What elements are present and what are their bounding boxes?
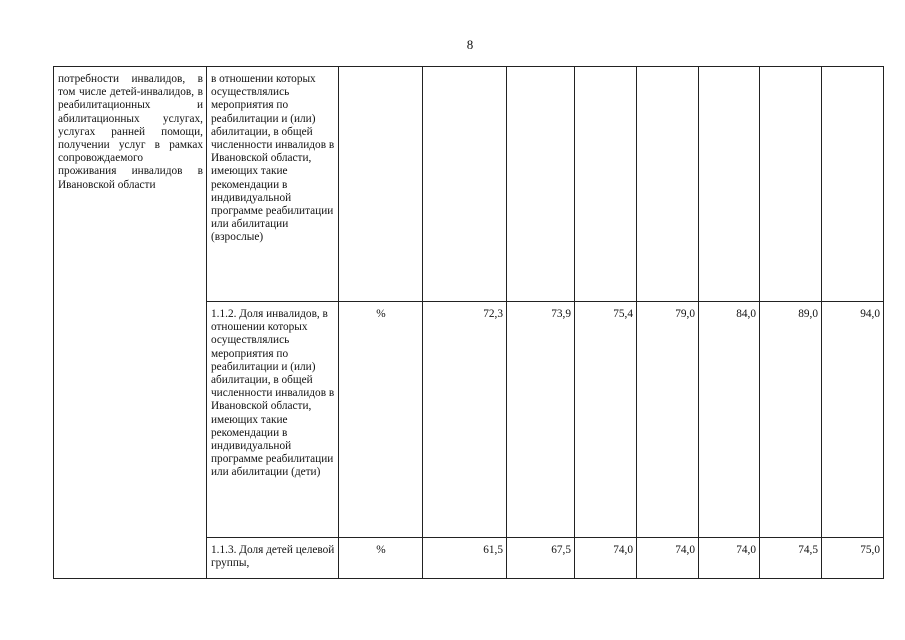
indicator-name-cell: в отношении которых осуществлялись мероприятия по реабилитации и (или) абилитации, в общей численности инвалидов в Ивановской области, имеющих такие рекомендации в индивидуальной программе реабилитации или абилитации (взрослые) [207,67,339,302]
value-cell: 75,0 [822,538,884,579]
value-cell: 74,5 [760,538,822,579]
value-cell: 94,0 [822,302,884,538]
value-cell: 75,4 [575,302,637,538]
value-cell: 73,9 [507,302,575,538]
value-cell [760,67,822,302]
indicators-table [53,66,884,579]
table-row [54,67,884,302]
value-cell: 79,0 [637,302,699,538]
value-cell [699,67,760,302]
value-cell: 67,5 [507,538,575,579]
value-cell [423,67,507,302]
value-cell: 61,5 [423,538,507,579]
value-cell: 74,0 [637,538,699,579]
value-cell: 74,0 [575,538,637,579]
page-number: 8 [466,37,474,52]
unit-cell: % [339,538,423,579]
value-cell: 84,0 [699,302,760,538]
value-cell [507,67,575,302]
indicator-name-cell: 1.1.2. Доля инвалидов, в отношении которых осуществлялись мероприятия по реабилитации и (или) абилитации, в общей численности инвалидов в Ивановской области, имеющих такие рекомендации в индивидуальной программе реабилитации или абилитации (дети) [207,302,339,538]
value-cell: 74,0 [699,538,760,579]
value-cell [575,67,637,302]
goal-description-cell: потребности инвалидов, в том числе детей-инвалидов, в реабилитационных и абилитационных услугах, услугах ранней помощи, получении услуг в рамках сопровождаемого проживания инвалидов в Ивановской области [54,67,207,579]
value-cell: 72,3 [423,302,507,538]
unit-cell [339,67,423,302]
value-cell [822,67,884,302]
unit-cell: % [339,302,423,538]
value-cell [637,67,699,302]
value-cell: 89,0 [760,302,822,538]
indicator-name-cell: 1.1.3. Доля детей целевой группы, [207,538,339,579]
